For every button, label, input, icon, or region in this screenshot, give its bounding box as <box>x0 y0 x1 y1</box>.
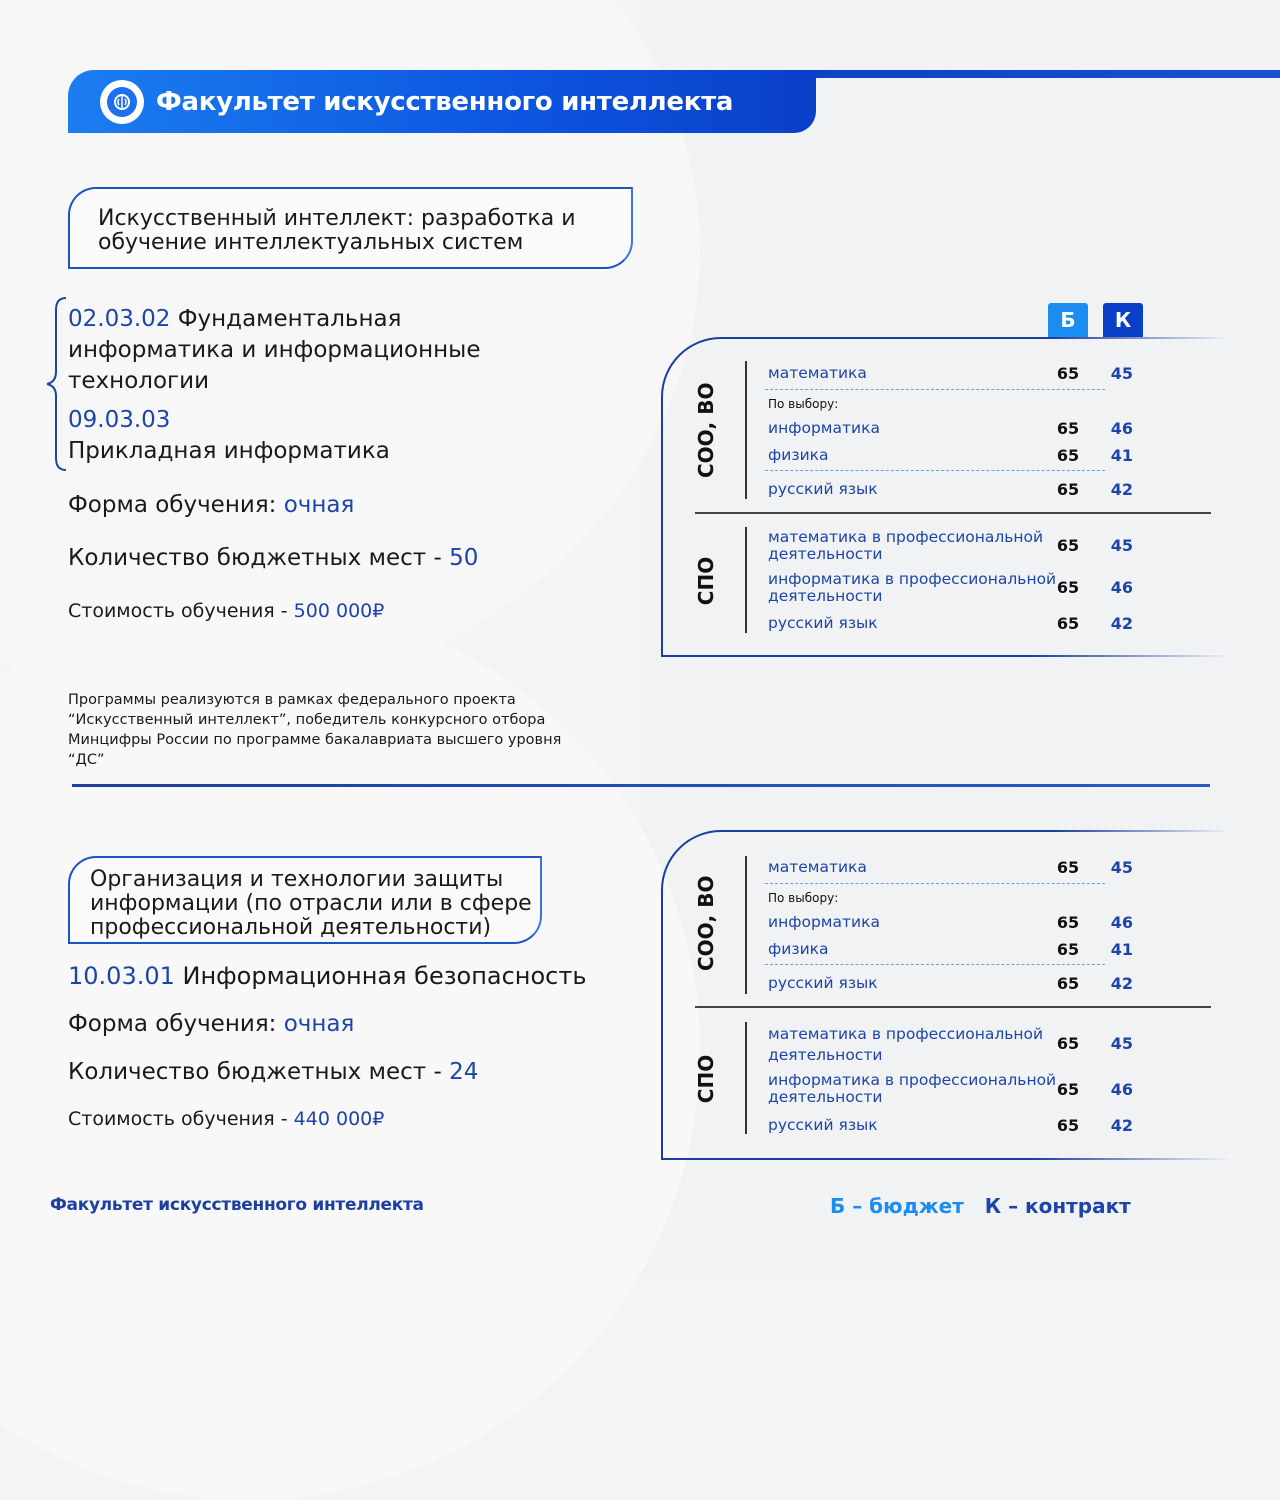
subject-name: информатика в профессиональной деятельности <box>768 570 1057 605</box>
program-1-title-line: Искусственный интеллект: разработка и <box>98 206 576 231</box>
header-accent-line <box>780 70 1280 78</box>
cost-label: Стоимость обучения - <box>68 600 288 622</box>
budget-seats-label: Количество бюджетных мест - <box>68 545 442 571</box>
contract-score: 42 <box>1110 1116 1133 1135</box>
program-2-title-box <box>68 856 542 944</box>
specialty-title: информатика и информационные <box>68 337 481 363</box>
budget-seats-label: Количество бюджетных мест - <box>68 1059 442 1085</box>
program-2-title-line: Организация и технологии защиты <box>90 867 504 892</box>
specialty-title: технологии <box>68 368 210 394</box>
contract-score: 45 <box>1110 1034 1133 1053</box>
cost-label: Стоимость обучения - <box>68 1108 288 1130</box>
note-line: Минцифры России по программе бакалавриата высшего уровня <box>68 732 562 748</box>
subject-name: информатика в профессиональной деятельности <box>768 1071 1057 1106</box>
contract-score: 46 <box>1110 913 1133 932</box>
budget-score: 65 <box>1056 536 1080 555</box>
program-2-form <box>68 1011 354 1037</box>
budget-score: 65 <box>1056 940 1080 959</box>
cost-value: 440 000₽ <box>293 1108 385 1130</box>
header-title: Факультет искусственного интеллекта <box>156 86 734 117</box>
contract-score: 46 <box>1110 1080 1133 1099</box>
choice-label: По выбору: <box>768 397 839 411</box>
budget-score: 65 <box>1056 419 1080 438</box>
section-divider <box>72 784 1210 787</box>
soo-label: СОО, ВО <box>694 382 718 478</box>
budget-score: 65 <box>1056 578 1080 597</box>
legend-contract: К – контракт <box>984 1194 1131 1218</box>
program-2-title-line: профессиональной деятельности) <box>90 915 492 940</box>
contract-score: 45 <box>1110 364 1133 383</box>
budget-score: 65 <box>1056 446 1080 465</box>
contract-score: 42 <box>1110 614 1133 633</box>
form-value: очная <box>283 492 355 518</box>
brain-chip-icon <box>100 80 144 124</box>
contract-score: 41 <box>1110 446 1133 465</box>
subject-name: русский язык <box>768 480 878 498</box>
budget-score: 65 <box>1056 1034 1080 1053</box>
program-1-specialties <box>68 304 568 467</box>
budget-score: 65 <box>1056 1116 1080 1135</box>
specialty-code: 10.03.01 <box>68 962 175 990</box>
program-2-cost <box>68 1108 384 1130</box>
specialty-code: 09.03.03 <box>68 407 171 433</box>
subject-name: математика в профессиональной деятельности <box>768 1025 1044 1064</box>
subject-name: русский язык <box>768 614 878 632</box>
header-banner <box>68 70 816 133</box>
contract-tag: К <box>1103 303 1143 337</box>
program-2-budget-seats <box>68 1059 478 1085</box>
budget-score: 65 <box>1056 913 1080 932</box>
form-value: очная <box>283 1011 355 1037</box>
contract-score: 42 <box>1110 480 1133 499</box>
program-1-form <box>68 492 354 518</box>
score-table-2 <box>661 830 1231 1160</box>
program-2-title-line: информации (по отрасли или в сфере <box>90 891 532 916</box>
note-line: “ДС” <box>68 752 105 768</box>
program-1-title-box <box>68 187 633 269</box>
specialty-title: Информационная безопасность <box>182 962 587 990</box>
footer-faculty-name: Факультет искусственного интеллекта <box>50 1195 424 1215</box>
legend-budget: Б – бюджет <box>830 1194 964 1218</box>
budget-seats-value: 24 <box>449 1059 479 1085</box>
specialty-title: Прикладная информатика <box>68 438 390 464</box>
cost-value: 500 000₽ <box>293 600 385 622</box>
contract-score: 45 <box>1110 858 1133 877</box>
brace-icon <box>44 296 68 472</box>
subject-name: информатика <box>768 419 880 437</box>
spo-label: СПО <box>694 556 718 606</box>
budget-tag: Б <box>1048 303 1088 337</box>
score-table-1 <box>661 337 1231 657</box>
subject-name: русский язык <box>768 1116 878 1134</box>
subject-name: математика <box>768 858 867 876</box>
program-1-cost <box>68 600 384 622</box>
contract-score: 41 <box>1110 940 1133 959</box>
note-line: “Искусственный интеллект”, победитель конкурсного отбора <box>68 712 546 728</box>
budget-score: 65 <box>1056 480 1080 499</box>
subject-name: физика <box>768 940 829 958</box>
contract-score: 45 <box>1110 536 1133 555</box>
subject-name: русский язык <box>768 974 878 992</box>
contract-score: 46 <box>1110 419 1133 438</box>
federal-project-note <box>68 690 608 770</box>
budget-score: 65 <box>1056 614 1080 633</box>
form-label: Форма обучения: <box>68 1011 277 1037</box>
footer-legend <box>830 1194 1131 1218</box>
form-label: Форма обучения: <box>68 492 277 518</box>
budget-score: 65 <box>1056 1080 1080 1099</box>
budget-score: 65 <box>1056 364 1080 383</box>
choice-label: По выбору: <box>768 891 839 905</box>
spo-label: СПО <box>694 1054 718 1104</box>
subject-name: математика <box>768 364 867 382</box>
specialty-title: Фундаментальная <box>177 306 402 332</box>
specialty-code: 02.03.02 <box>68 306 171 332</box>
program-1-budget-seats <box>68 545 478 571</box>
budget-score: 65 <box>1056 974 1080 993</box>
program-2-specialty <box>68 962 586 990</box>
budget-score: 65 <box>1056 858 1080 877</box>
soo-label: СОО, ВО <box>694 875 718 971</box>
budget-seats-value: 50 <box>449 545 479 571</box>
subject-name: физика <box>768 446 829 464</box>
note-line: Программы реализуются в рамках федерального проекта <box>68 692 516 708</box>
program-1-title-line: обучение интеллектуальных систем <box>98 230 524 255</box>
contract-score: 42 <box>1110 974 1133 993</box>
subject-name: информатика <box>768 913 880 931</box>
subject-name: математика в профессиональной деятельности <box>768 528 1044 563</box>
contract-score: 46 <box>1110 578 1133 597</box>
